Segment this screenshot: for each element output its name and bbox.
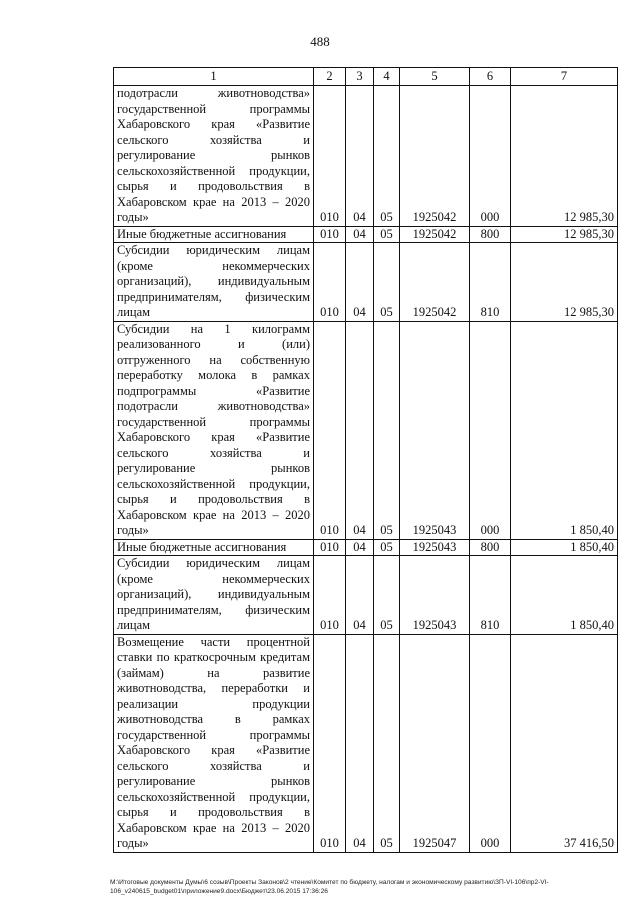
footer-file-path: M:\Итоговые документы Думы\6 созыв\Проекты Законов\2 чтение\Комитет по бюджету, налогам и экономическому развитию\ЗП-VI-106\пр2-VI-106_v240615_budget01\приложение9.docx\Бюджет\23.06.2015 17:36:26 — [110, 879, 549, 895]
subsection-code: 05 — [374, 556, 400, 635]
column-header: 7 — [511, 68, 618, 86]
section-code: 04 — [346, 226, 374, 243]
budget-table — [113, 67, 618, 853]
amount: 1 850,40 — [511, 321, 618, 539]
target-article-code: 1925042 — [400, 243, 470, 322]
amount: 37 416,50 — [511, 634, 618, 852]
row-description: Возмещение части процентной ставки по краткосрочным кредитам (займам) на развитие животноводства, переработки и реализации продукции животноводства в рамках государственной программы Хабаровского края «Развитие сельского хозяйства и регулирование рынков сельскохозяйственной продукции, сырья и продовольствия в Хабаровском крае на 2013 – 2020 годы» — [114, 634, 314, 852]
subsection-code: 05 — [374, 243, 400, 322]
ministry-code: 010 — [314, 243, 346, 322]
section-code: 04 — [346, 321, 374, 539]
expense-type-code: 810 — [470, 556, 511, 635]
ministry-code: 010 — [314, 86, 346, 227]
page-number: 488 — [310, 34, 330, 49]
row-description: Субсидии юридическим лицам (кроме некоммерческих организаций), индивидуальным предпринимателям, физическим лицам — [114, 556, 314, 635]
column-header: 3 — [346, 68, 374, 86]
subsection-code: 05 — [374, 539, 400, 556]
column-header: 1 — [114, 68, 314, 86]
subsection-code: 05 — [374, 321, 400, 539]
section-code: 04 — [346, 86, 374, 227]
column-header: 5 — [400, 68, 470, 86]
expense-type-code: 800 — [470, 539, 511, 556]
expense-type-code: 000 — [470, 634, 511, 852]
row-description: Иные бюджетные ассигнования — [114, 226, 314, 243]
ministry-code: 010 — [314, 634, 346, 852]
target-article-code: 1925042 — [400, 226, 470, 243]
section-code: 04 — [346, 539, 374, 556]
target-article-code: 1925043 — [400, 556, 470, 635]
expense-type-code: 800 — [470, 226, 511, 243]
table-row — [114, 321, 618, 539]
column-header: 2 — [314, 68, 346, 86]
row-description: Субсидии на 1 килограмм реализованного и (или) отгруженного на собственную переработку молока в рамках подпрограммы «Развитие подотрасли животноводства» государственной программы Хабаровского края «Развитие сельского хозяйства и регулирование рынков сельскохозяйственной продукции, сырья и продовольствия в Хабаровском крае на 2013 – 2020 годы» — [114, 321, 314, 539]
subsection-code: 05 — [374, 226, 400, 243]
expense-type-code: 000 — [470, 321, 511, 539]
amount: 1 850,40 — [511, 556, 618, 635]
table-row — [114, 539, 618, 556]
subsection-code: 05 — [374, 634, 400, 852]
target-article-code: 1925047 — [400, 634, 470, 852]
table-row — [114, 634, 618, 852]
section-code: 04 — [346, 634, 374, 852]
row-description: подотрасли животноводства» государственной программы Хабаровского края «Развитие сельского хозяйства и регулирование рынков сельскохозяйственной продукции, сырья и продовольствия в Хабаровском крае на 2013 – 2020 годы» — [114, 86, 314, 227]
section-code: 04 — [346, 556, 374, 635]
header-row — [114, 68, 618, 86]
target-article-code: 1925043 — [400, 539, 470, 556]
table-row — [114, 86, 618, 227]
target-article-code: 1925043 — [400, 321, 470, 539]
amount: 1 850,40 — [511, 539, 618, 556]
amount: 12 985,30 — [511, 86, 618, 227]
column-header: 6 — [470, 68, 511, 86]
expense-type-code: 810 — [470, 243, 511, 322]
expense-type-code: 000 — [470, 86, 511, 227]
target-article-code: 1925042 — [400, 86, 470, 227]
subsection-code: 05 — [374, 86, 400, 227]
amount: 12 985,30 — [511, 226, 618, 243]
ministry-code: 010 — [314, 321, 346, 539]
table-row — [114, 556, 618, 635]
ministry-code: 010 — [314, 556, 346, 635]
table-row — [114, 243, 618, 322]
amount: 12 985,30 — [511, 243, 618, 322]
table-row — [114, 226, 618, 243]
section-code: 04 — [346, 243, 374, 322]
row-description: Иные бюджетные ассигнования — [114, 539, 314, 556]
ministry-code: 010 — [314, 226, 346, 243]
ministry-code: 010 — [314, 539, 346, 556]
row-description: Субсидии юридическим лицам (кроме некоммерческих организаций), индивидуальным предпринимателям, физическим лицам — [114, 243, 314, 322]
column-header: 4 — [374, 68, 400, 86]
